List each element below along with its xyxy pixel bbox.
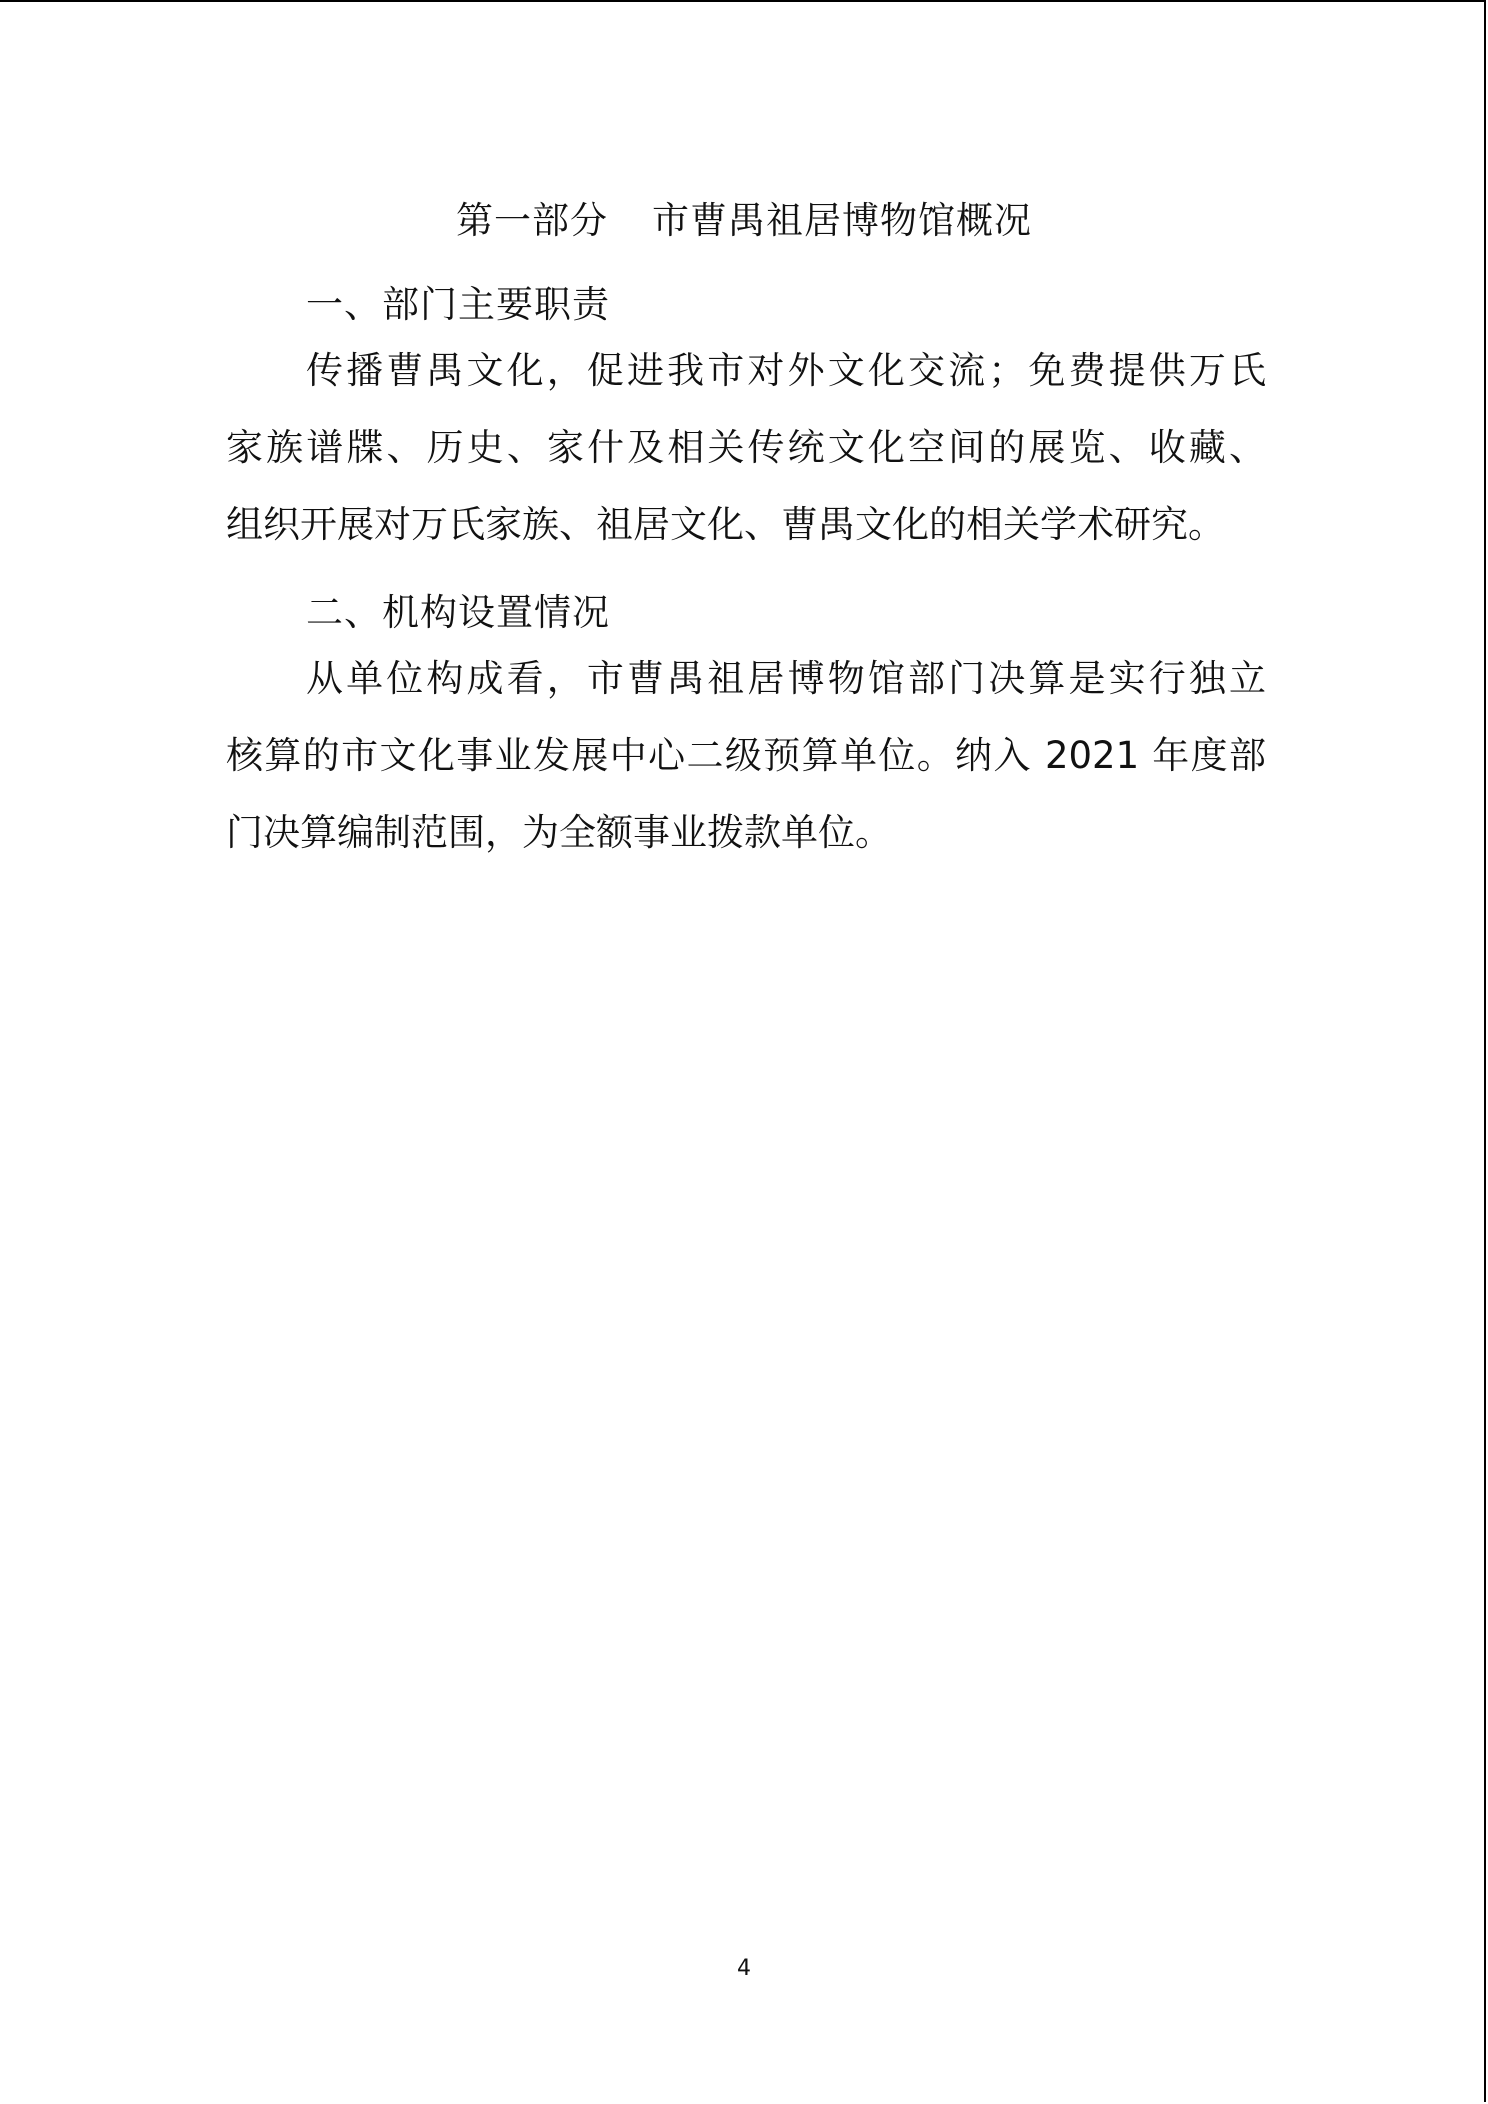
title-part: 第一部分 <box>456 199 608 242</box>
paragraph-line: 家族谱牒、历史、家什及相关传统文化空间的展览、收藏、 <box>226 426 1266 469</box>
paragraph-structure <box>226 640 1266 871</box>
paragraph-line: 核算的市文化事业发展中心二级预算单位。纳入 2021 年度部 <box>226 734 1266 777</box>
title-name: 市曹禺祖居博物馆概况 <box>652 199 1032 242</box>
section-heading-duties: 一、部门主要职责 <box>306 283 610 326</box>
paragraph-line: 传播曹禺文化，促进我市对外文化交流；免费提供万氏 <box>306 349 1266 392</box>
section-heading-structure: 二、机构设置情况 <box>306 591 610 634</box>
page-title <box>0 192 1488 250</box>
paragraph-line: 组织开展对万氏家族、祖居文化、曹禺文化的相关学术研究。 <box>226 503 1225 546</box>
paragraph-line: 门决算编制范围，为全额事业拨款单位。 <box>226 811 892 854</box>
paragraph-line: 从单位构成看，市曹禺祖居博物馆部门决算是实行独立 <box>306 657 1266 700</box>
page-number: 4 <box>737 1956 751 1981</box>
paragraph-duties <box>226 332 1266 563</box>
